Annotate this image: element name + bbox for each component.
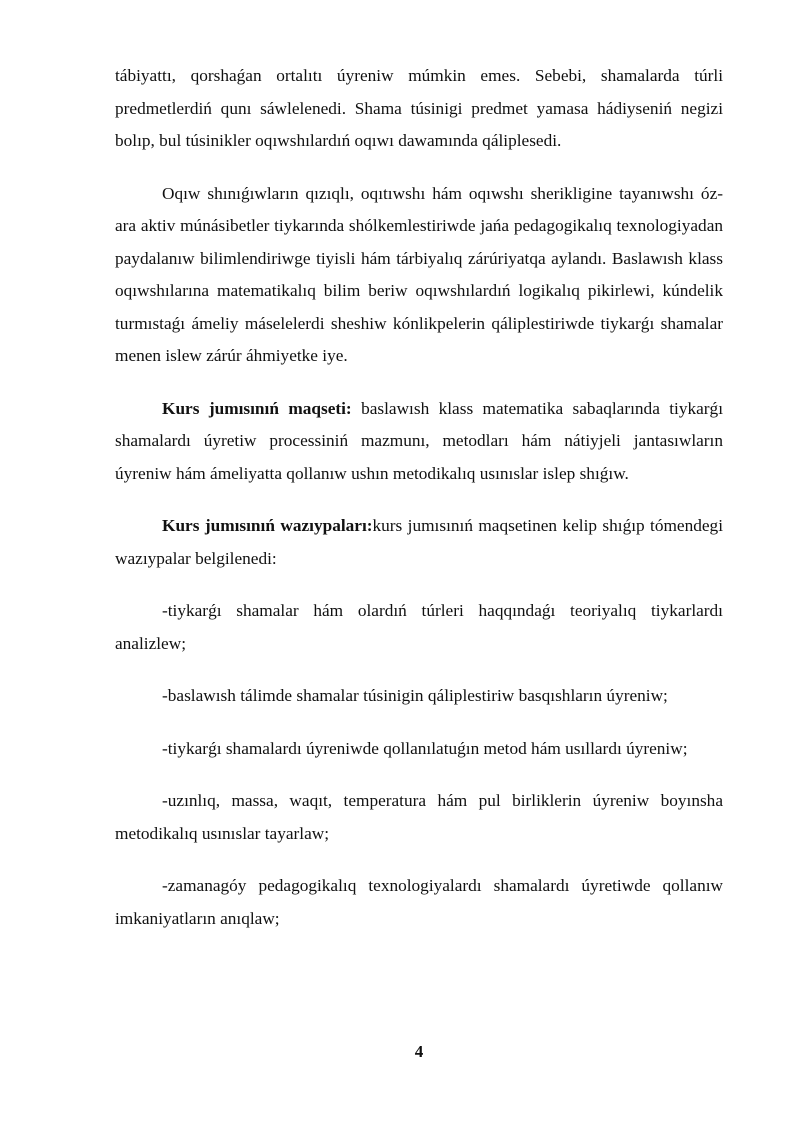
course-tasks-heading: Kurs jumısınıń wazıypaları: — [162, 516, 373, 535]
task-list-item — [115, 870, 723, 935]
paragraph-course-tasks — [115, 510, 723, 575]
task-text: -tiykarǵı shamalardı úyreniwde qollanılatuǵın metod hám usıllardı úyreniw; — [162, 738, 688, 758]
page-number: 4 — [414, 1042, 424, 1061]
task-text: -baslawısh tálimde shamalar túsinigin qáliplestiriw basqıshların úyreniw; — [162, 686, 668, 705]
paragraph-text: baslawısh klass matematika sabaqlarında tiykarǵı shamalardı úyretiw processiniń mazmunı, metodları hám nátiyjeli jantasıwların úyreniw hám ámeliyatta qollanıw ushın metodikalıq usınıslar islep shıǵıw. — [115, 398, 723, 483]
paragraph-course-goal — [115, 393, 723, 491]
paragraph-intro-continuation — [115, 60, 723, 158]
task-list-item — [115, 680, 723, 713]
task-list-item — [115, 733, 723, 766]
paragraph-text: Oqıw shınıǵıwların qızıqlı, oqıtıwshı hám oqıwshı sherikligine tayanıwshı óz-ara aktiv múnásibetler tiykarında shólkemlestiriwde jańa pedagogikalıq texnologiyadan paydalanıw bilimlendiriwge tiyisli hám tárbiyalıq zárúriyatqa aylandı. Baslawısh klass oqıwshılarına matematikalıq bilim beriw oqıwshılardıń logikalıq pikirlewi, kúndelik turmıstaǵı ámeliy máselelerdi sheshiw kónlikpelerin qáliplestiriwde tiykarǵı shamalar menen islew zárúr áhmiyetke iye. — [115, 183, 723, 365]
task-list-item — [115, 595, 723, 660]
task-list-item — [115, 785, 723, 850]
paragraph-pedagogy — [115, 178, 723, 373]
course-goal-heading: Kurs jumısınıń maqseti: — [162, 398, 352, 418]
document-page — [115, 60, 723, 935]
task-text: -zamanagóy pedagogikalıq texnologiyalardı shamalardı úyretiwde qollanıw imkaniyatların anıqlaw; — [115, 876, 723, 928]
paragraph-text: kurs jumısınıń maqsetinen kelip shıǵıp tómendegi wazıypalar belgilenedi: — [115, 516, 723, 568]
task-text: -tiykarǵı shamalar hám olardıń túrleri haqqındaǵı teoriyalıq tiykarlardı analizlew; — [115, 601, 723, 653]
paragraph-text: tábiyattı, qorshaǵan ortalıtı úyreniw múmkin emes. Sebebi, shamalarda túrli predmetlerdiń qunı sáwlelenedi. Shama túsinigi predmet yamasa hádiyseniń negizi bolıp, bul túsinikler oqıwshılardıń oqıwı dawamında qáliplesedi. — [115, 66, 723, 150]
task-text: -uzınlıq, massa, waqıt, temperatura hám pul birliklerin úyreniw boyınsha metodikalıq usınıslar tayarlaw; — [115, 791, 723, 843]
